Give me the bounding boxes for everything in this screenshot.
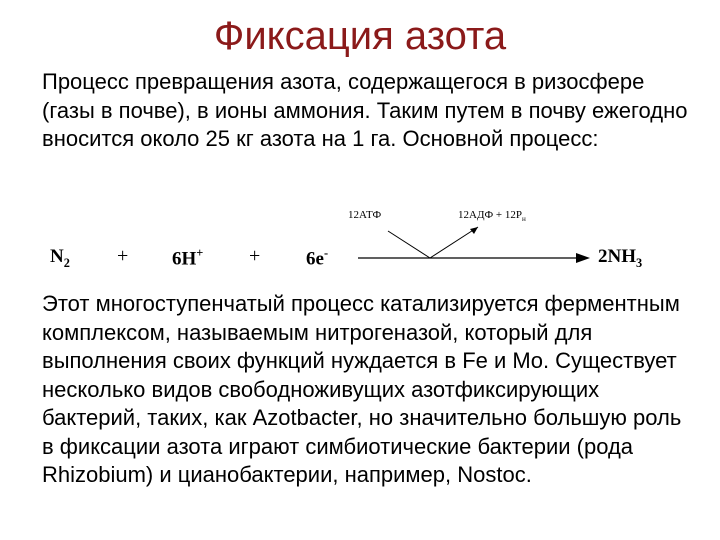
reactant-electrons: 6e- (306, 246, 329, 270)
adp-branch-line (430, 227, 478, 258)
plus-sign-2: + (249, 245, 261, 267)
slide-title: Фиксация азота (213, 14, 507, 58)
product-ammonia: $2NH_3$ (598, 246, 643, 270)
intro-paragraph: Процесс превращения азота, содержащегося в ризосфере (газы в почве), в ионы аммония. Таким путем в почву ежегодно вносится около 25 кг азота на 1 га. Основной процесс: (42, 69, 688, 151)
reactant-protons: 6H+ (172, 246, 204, 270)
atp-label: 12АТФ (348, 209, 382, 221)
adp-label: $12АДФ + 12Р_н$ (458, 209, 526, 224)
arrowhead (576, 253, 590, 263)
body-paragraph: Этот многоступенчатый процесс катализируется ферментным комплексом, называемым нитрогеназой, который для выполнения своих функций нуждается в Fe и Mo. Существует несколько видов свободноживущих азотфиксирующих бактерий, таких, как Azotbacter, но значительно большую роль в фиксации азота играют симбиотические бактерии (рода Rhizobium) и цианобактерии, например, Nostoc. (42, 291, 682, 487)
atp-branch-line (388, 231, 430, 258)
adp-branch-head (470, 227, 478, 234)
reactant-n2: $N_2$ (50, 246, 70, 270)
plus-sign-1: + (117, 245, 129, 267)
